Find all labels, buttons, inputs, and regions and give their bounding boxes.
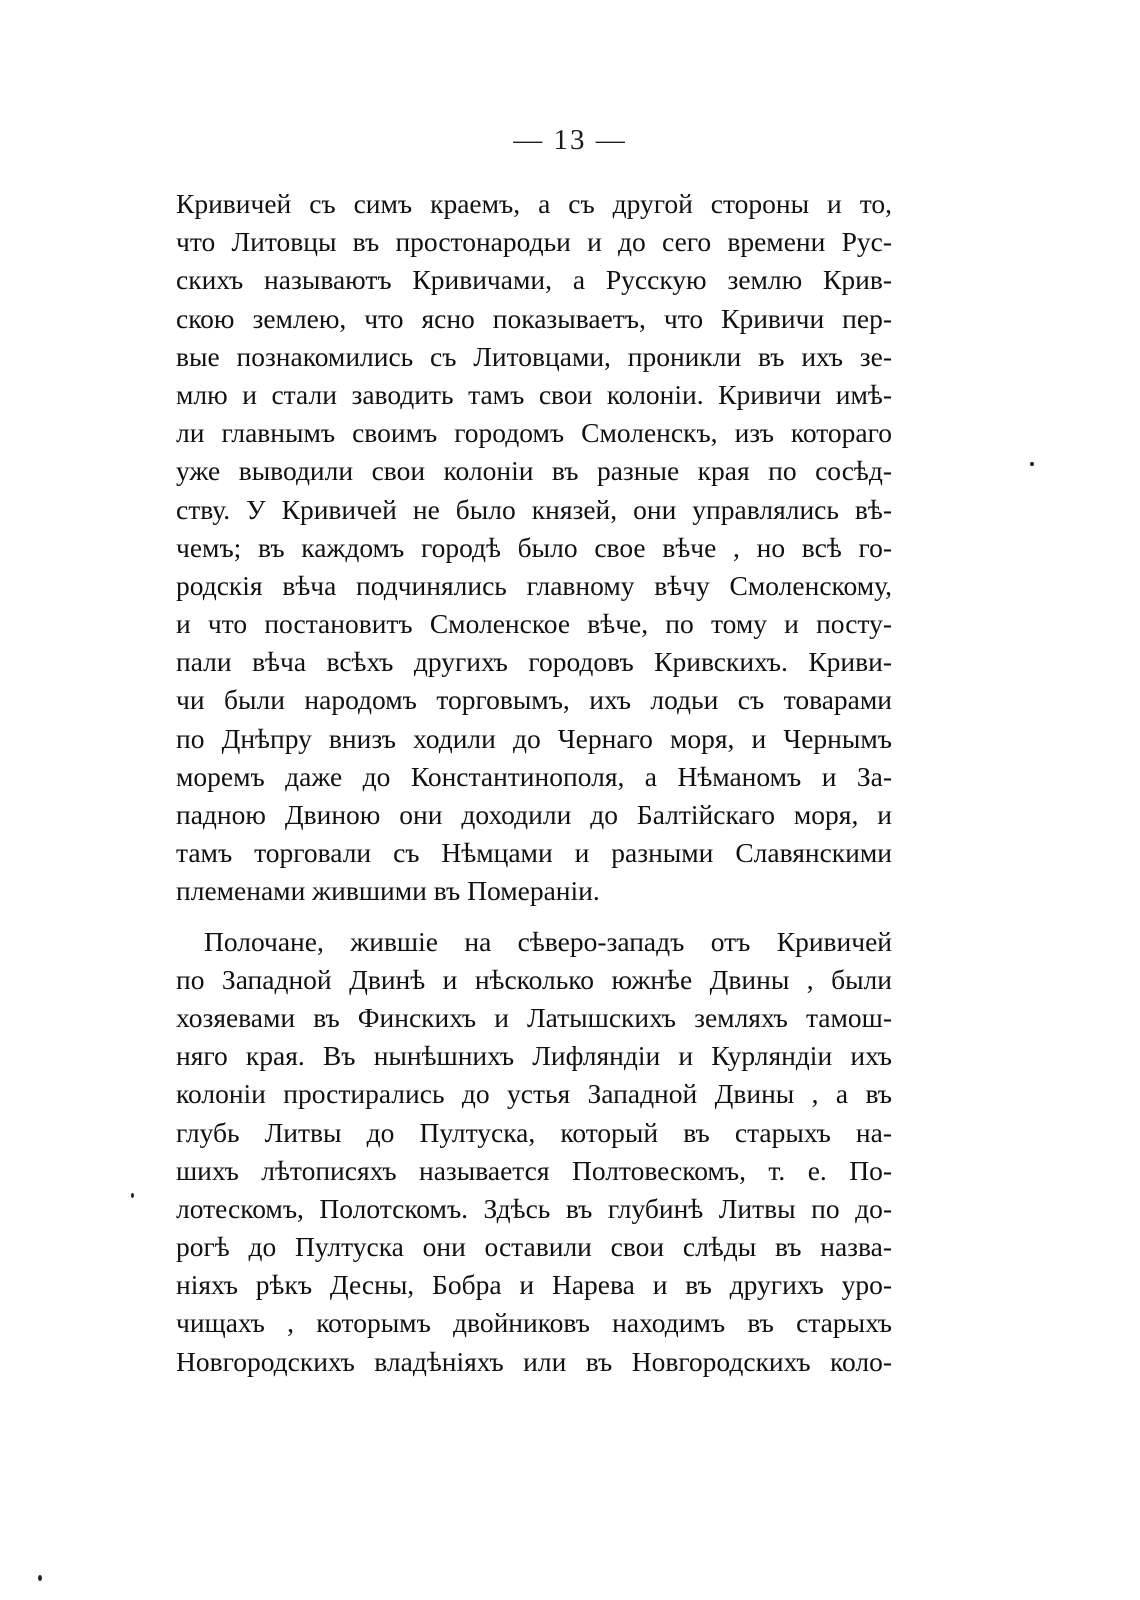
text-line: уже выводили свои колоніи въ разные края по сосѣд- <box>176 455 892 487</box>
body-text <box>176 185 892 1381</box>
scan-speck <box>1030 462 1034 466</box>
text-line: чемъ; въ каждомъ городѣ было свое вѣче , но всѣ го- <box>176 531 892 563</box>
text-line: глубь Литвы до Пултуска, который въ старыхъ на- <box>176 1116 892 1148</box>
text-line: вые познакомились съ Литовцами, проникли въ ихъ зе- <box>176 340 892 372</box>
text-line: хозяевами въ Финскихъ и Латышскихъ земляхъ тамош- <box>176 1001 892 1033</box>
text-line: чищахъ , которымъ двойниковъ находимъ въ старыхъ <box>176 1307 892 1339</box>
text-line: скихъ называютъ Кривичами, а Русскую землю Крив- <box>176 264 892 296</box>
text-line: и что постановитъ Смоленское вѣче, по тому и посту- <box>176 608 892 640</box>
text-line: Кривичей съ симъ краемъ, а съ другой стороны и то, <box>176 188 892 219</box>
text-line: Новгородскихъ владѣніяхъ или въ Новгородскихъ коло- <box>176 1345 892 1377</box>
paragraph-gap <box>176 911 892 923</box>
paragraph-1 <box>176 185 892 911</box>
text-line: няго края. Въ нынѣшнихъ Лифляндіи и Курляндіи ихъ <box>176 1040 892 1072</box>
text-line: лотескомъ, Полотскомъ. Здѣсь въ глубинѣ Литвы по до- <box>176 1192 892 1224</box>
text-line: шихъ лѣтописяхъ называется Полтовескомъ, т. е. По- <box>176 1154 892 1186</box>
text-line: колоніи простирались до устья Западной Двины , а въ <box>176 1078 892 1110</box>
text-line: ли главнымъ своимъ городомъ Смоленскъ, изъ котораго <box>176 417 892 449</box>
paragraph-2 <box>176 923 892 1381</box>
text-line: что Литовцы въ простонародьи и до сего времени Рус- <box>176 226 892 258</box>
page-number: — 13 — <box>513 124 627 156</box>
text-line: Полочане, жившіе на сѣверо-западъ отъ Кривичей <box>204 925 892 957</box>
text-line: родскія вѣча подчинялись главному вѣчу Смоленскому, <box>176 569 892 601</box>
text-line: пали вѣча всѣхъ другихъ городовъ Кривскихъ. Криви- <box>176 646 892 678</box>
text-line: племенами жившими въ Помераніи. <box>176 875 600 907</box>
text-line: по Западной Двинѣ и нѣсколько южнѣе Двины , были <box>176 963 892 995</box>
text-line: ству. У Кривичей не было князей, они управлялись вѣ- <box>176 493 892 525</box>
text-line: по Днѣпру внизъ ходили до Чернаго моря, и Чернымъ <box>176 722 892 754</box>
text-line: скою землею, что ясно показываетъ, что Кривичи пер- <box>176 302 892 334</box>
text-line: млю и стали заводить тамъ свои колоніи. Кривичи имѣ- <box>176 378 892 410</box>
text-line: ніяхъ рѣкъ Десны, Бобра и Нарева и въ другихъ уро- <box>176 1269 892 1301</box>
scan-speck <box>38 1575 42 1581</box>
text-line: чи были народомъ торговымъ, ихъ лодьи съ товарами <box>176 684 892 716</box>
text-line: падною Двиною они доходили до Балтійскаго моря, и <box>176 799 892 830</box>
text-line: моремъ даже до Константинополя, а Нѣманомъ и За- <box>176 760 892 792</box>
text-line: рогѣ до Пултуска они оставили свои слѣды въ назва- <box>176 1231 892 1263</box>
scan-speck <box>131 1193 134 1198</box>
text-line: тамъ торговали съ Нѣмцами и разными Славянскими <box>176 837 892 869</box>
